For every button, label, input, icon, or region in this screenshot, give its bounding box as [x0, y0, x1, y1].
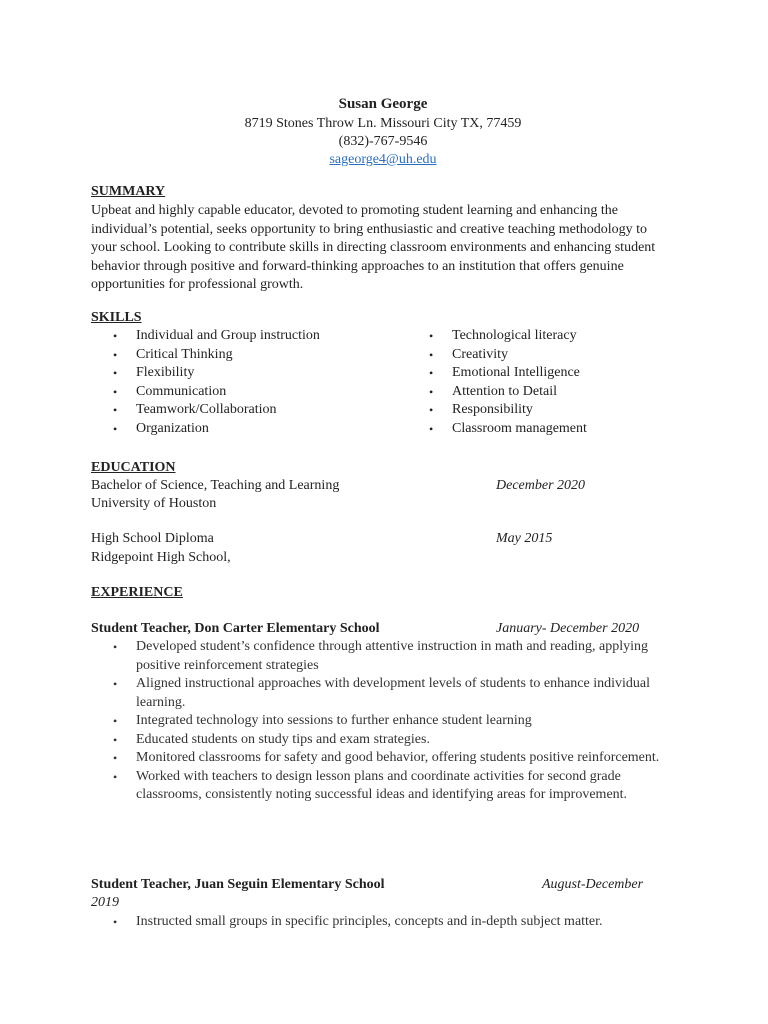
- skill-item: • Individual and Group instruction: [91, 327, 411, 346]
- job-bullet: • Aligned instructional approaches with development levels of students to enhance individual learning.: [91, 675, 681, 712]
- address: 8719 Stones Throw Ln. Missouri City TX, 77459: [244, 116, 522, 131]
- job-bullet: • Developed student’s confidence through attentive instruction in math and reading, applying positive reinforcement strategies: [91, 638, 681, 675]
- skill-item: • Emotional Intelligence: [407, 364, 677, 383]
- job-bullets: [91, 638, 681, 805]
- summary-heading: SUMMARY: [91, 184, 166, 199]
- job-bullet: • Worked with teachers to design lesson plans and coordinate activities for second grade classrooms, consistently noting successful ideas and identifying areas for improvement.: [91, 768, 681, 805]
- skill-item: • Technological literacy: [407, 327, 677, 346]
- education-heading: EDUCATION: [91, 460, 176, 475]
- education-school: University of Houston: [91, 496, 217, 511]
- job-bullet: • Integrated technology into sessions to further enhance student learning: [91, 712, 681, 731]
- job-bullet: • Educated students on study tips and exam strategies.: [91, 731, 681, 750]
- education-degree: Bachelor of Science, Teaching and Learning: [91, 478, 340, 493]
- job-bullets: [91, 913, 681, 932]
- phone-number: (832)-767-9546: [338, 134, 428, 149]
- skill-item: • Classroom management: [407, 420, 677, 439]
- skill-item: • Communication: [91, 383, 411, 402]
- skill-item: • Critical Thinking: [91, 346, 411, 365]
- job-title: Student Teacher, Juan Seguin Elementary School: [91, 877, 385, 892]
- skill-item: • Flexibility: [91, 364, 411, 383]
- skill-item: • Creativity: [407, 346, 677, 365]
- education-degree: High School Diploma: [91, 531, 214, 546]
- skill-item: • Responsibility: [407, 401, 677, 420]
- skill-item: • Organization: [91, 420, 411, 439]
- skill-item: • Attention to Detail: [407, 383, 677, 402]
- skills-heading: SKILLS: [91, 310, 142, 325]
- experience-heading: EXPERIENCE: [91, 585, 183, 600]
- job-date-year: 2019: [91, 895, 119, 910]
- education-date: May 2015: [496, 531, 553, 546]
- education-school: Ridgepoint High School,: [91, 550, 231, 565]
- email-link[interactable]: sageorge4@uh.edu: [329, 152, 437, 167]
- job-title: Student Teacher, Don Carter Elementary School: [91, 621, 380, 636]
- skill-item: • Teamwork/Collaboration: [91, 401, 411, 420]
- candidate-name: Susan George: [338, 96, 428, 112]
- job-date: January- December 2020: [496, 621, 640, 636]
- job-bullet: • Monitored classrooms for safety and good behavior, offering students positive reinforcement.: [91, 749, 681, 768]
- job-bullet: • Instructed small groups in specific principles, concepts and in-depth subject matter.: [91, 913, 681, 932]
- summary-text: Upbeat and highly capable educator, devoted to promoting student learning and enhancing the individual’s potential, seeks opportunity to bring enthusiastic and creative teaching methodology to your school. Looking to contribute skills in directing classroom environments and enhancing student behavior through positive and forward-thinking approaches to an institution that offers genuine opportunities for professional growth.: [91, 203, 656, 292]
- education-date: December 2020: [496, 478, 586, 493]
- skills-list-left: [91, 327, 411, 438]
- skills-list-right: [407, 327, 677, 438]
- job-date: August-December: [542, 877, 644, 892]
